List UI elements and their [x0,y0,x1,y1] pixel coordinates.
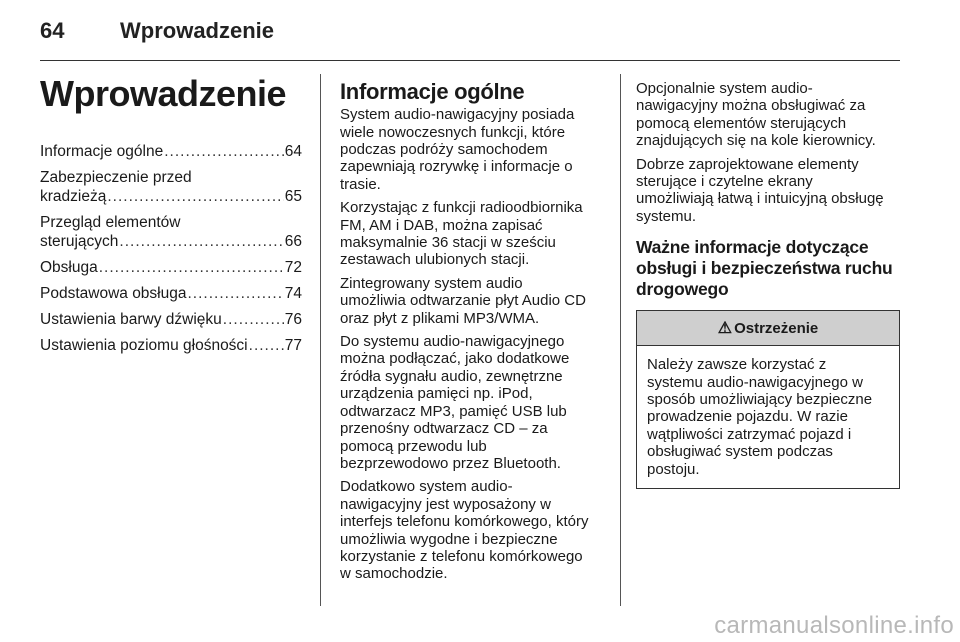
toc-entry [40,213,302,251]
text-line: pomocą elementów sterujących [636,114,847,132]
toc-entry [40,142,302,161]
toc-entry [40,310,302,329]
toc-entry [40,284,302,303]
toc-page-number: 65 [284,187,302,205]
paragraph [340,478,604,582]
column-divider [620,74,621,606]
text-line: wiele nowoczesnych funkcji, które [340,123,566,141]
text-line: nawigacyjny jest wyposażony w [340,495,551,513]
warning-line: wątpliwości zatrzymać pojazd i [647,425,852,443]
text-line: trasie. [340,175,381,193]
text-line: Dodatkowo system audio- [340,478,513,496]
warning-triangle-icon: ⚠ [717,320,733,338]
text-line: pomocą przewodu lub [340,437,487,455]
text-line: źródła sygnału audio, zewnętrzne [340,367,563,385]
toc-entry-line [40,258,302,277]
text-line: umożliwia wygodne i bezpieczne [340,530,558,548]
toc-page-number: 64 [284,142,302,160]
text-line: korzystanie z telefonu komórkowego [340,547,583,565]
toc-entry [40,258,302,277]
table-of-contents [40,142,302,355]
text-line: maksymalnie 36 stacji w sześciu [340,234,556,252]
toc-entry-line [40,284,302,303]
toc-entry-text: Informacje ogólne [40,142,164,160]
warning-box [636,310,900,489]
warning-line: Należy zawsze korzystać z [647,356,827,374]
text-line: Korzystając z funkcji radioodbiornika [340,199,583,217]
text-line: umożliwiają łatwą i intuicyjną obsługę [636,190,884,208]
controls-body [636,80,902,225]
subtitle-line: Ważne informacje dotyczące [636,237,869,258]
text-line: przenośny odtwarzacz CD – za [340,420,548,438]
toc-entry-line [40,187,302,206]
toc-entry-text: Zabezpieczenie przed [40,168,192,186]
text-line: Opcjonalnie system audio- [636,80,813,97]
toc-leader-dots [188,284,284,303]
safety-column [636,80,902,489]
warning-header [637,311,899,346]
toc-leader-dots [107,187,283,206]
text-line: zestawach ulubionych stacji. [340,251,530,269]
toc-entry [40,336,302,355]
paragraph [636,80,902,150]
warning-title: Ostrzeżenie [734,319,819,337]
paragraph [340,333,604,472]
toc-entry-text: Przegląd elementów [40,213,181,231]
paragraph [340,106,604,193]
toc-leader-dots [249,336,284,355]
text-line: bezprzewodowo przez Bluetooth. [340,454,561,472]
main-title: Wprowadzenie [40,73,287,114]
toc-page-number: 77 [284,336,302,354]
toc-entry-line [40,310,302,329]
text-line: można podłączać, jako dodatkowe [340,350,570,368]
toc-column [40,74,302,362]
toc-entry-line [40,336,302,355]
warning-line: prowadzenie pojazdu. W razie [647,408,848,426]
warning-line: sposób umożliwiający bezpieczne [647,391,873,409]
text-line: interfejs telefonu komórkowego, który [340,513,589,531]
toc-page-number: 72 [284,258,302,276]
toc-entry-text: Obsługa [40,258,98,276]
header-rule [40,60,900,61]
toc-leader-dots [119,232,283,251]
toc-leader-dots [99,258,284,277]
safety-subtitle [636,237,902,300]
subtitle-line: drogowego [636,279,729,300]
paragraph [340,275,604,327]
page-header [40,18,274,44]
toc-entry-line [40,142,302,161]
text-line: FM, AM i DAB, można zapisać [340,216,543,234]
text-line: zapewniają rozrywkę i informacje o [340,158,573,176]
watermark: carmanualsonline.info [714,612,954,639]
text-line: systemu. [636,207,697,225]
text-line: oraz płyt z plikami MP3/WMA. [340,309,540,327]
warning-line: postoju. [647,460,700,478]
warning-text [637,346,899,488]
warning-line: obsługiwać system podczas [647,443,833,461]
toc-page-number: 76 [284,310,302,328]
text-line: znajdujących się na kole kierownicy. [636,132,876,150]
text-line: nawigacyjny można obsługiwać za [636,97,866,115]
page-number: 64 [40,18,65,43]
section-title: Informacje ogólne [340,79,525,104]
text-line: Zintegrowany system audio [340,274,523,292]
subtitle-line: obsługi i bezpieczeństwa ruchu [636,258,893,279]
warning-line: systemu audio-nawigacyjnego w [647,373,863,391]
text-line: sterujące i czytelne ekrany [636,173,813,191]
text-line: urządzenia pamięci np. iPod, [340,385,533,403]
toc-leader-dots [223,310,284,329]
general-info-column [340,80,604,589]
paragraph [636,156,902,226]
toc-entry-text: sterujących [40,232,119,250]
text-line: Dobrze zaprojektowane elementy [636,155,859,173]
text-line: w samochodzie. [340,565,448,583]
toc-page-number: 66 [284,232,302,250]
toc-leader-dots [164,142,284,161]
chapter-title: Wprowadzenie [120,18,275,43]
toc-entry-text: kradzieżą [40,187,107,205]
text-line: podczas podróży samochodem [340,141,548,158]
toc-entry-line [40,232,302,251]
toc-entry [40,168,302,206]
toc-page-number: 74 [284,284,302,302]
toc-entry-text: Ustawienia poziomu głośności [40,336,248,354]
toc-entry-text: Ustawienia barwy dźwięku [40,310,222,328]
text-line: odtwarzacz MP3, pamięć USB lub [340,402,567,420]
text-line: umożliwia odtwarzanie płyt Audio CD [340,292,586,310]
text-line: Do systemu audio-nawigacyjnego [340,333,565,351]
toc-entry-text: Podstawowa obsługa [40,284,187,302]
text-line: System audio-nawigacyjny posiada [340,106,575,124]
paragraph [340,199,604,269]
section-body [340,106,604,583]
column-divider [320,74,321,606]
